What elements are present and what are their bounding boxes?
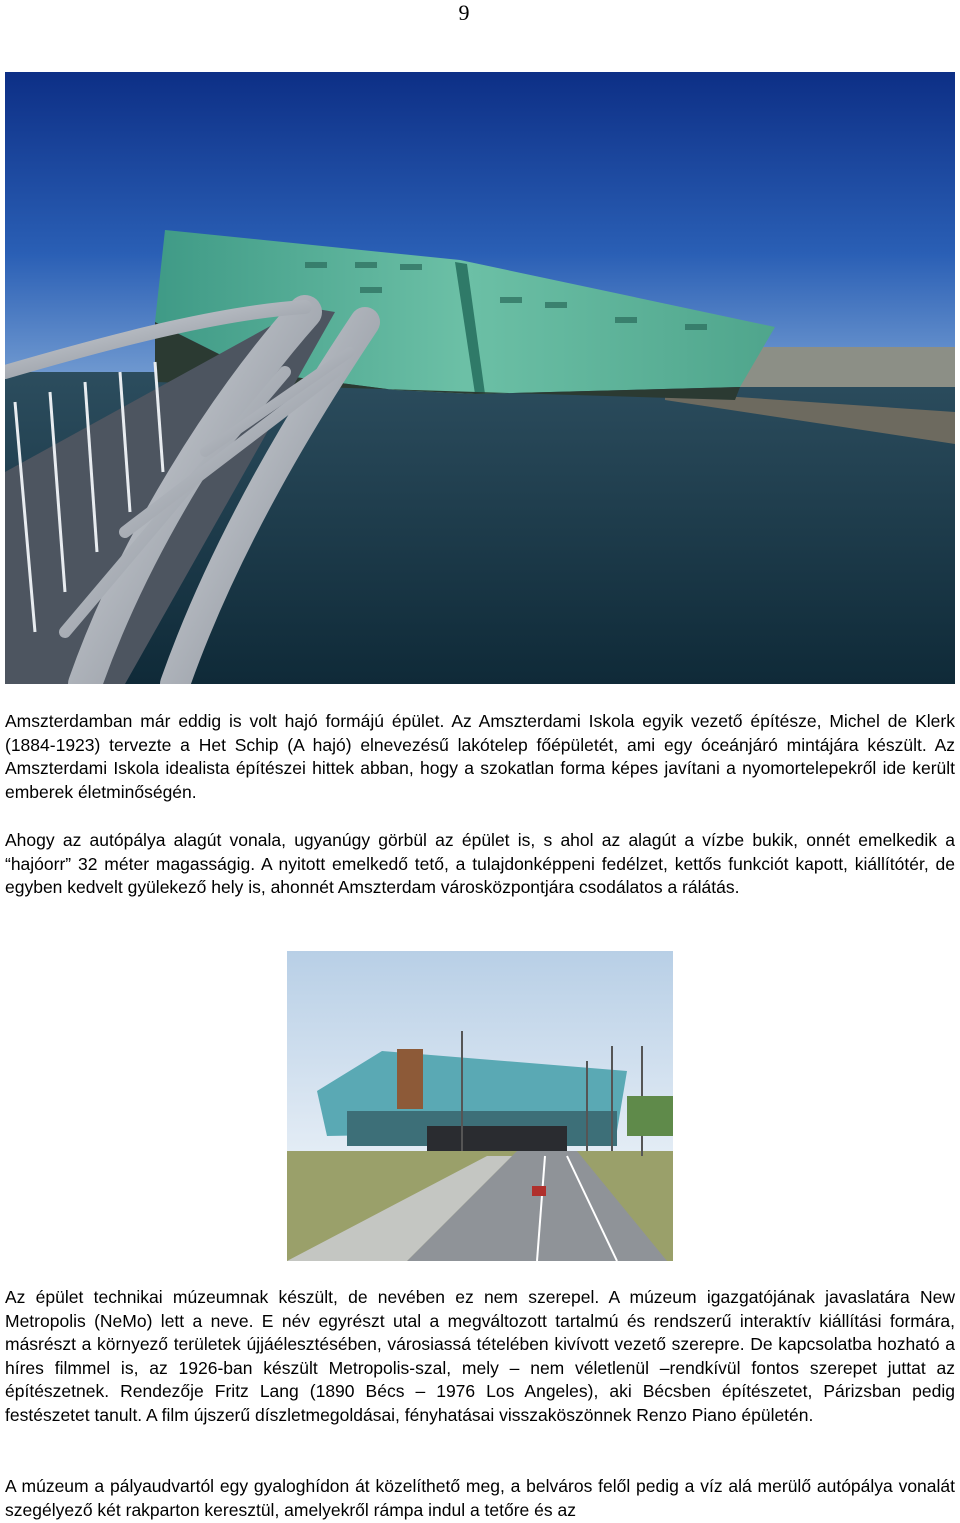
page-number: 9 [458,0,470,25]
photo-nemo-footbridge [5,72,955,684]
paragraph-het-schip: Amszterdamban már eddig is volt hajó formájú épület. Az Amszterdami Iskola egyik vezető építésze, Michel de Klerk (1884-1923) tervezte a Het Schip (A hajó) elnevezésű lakótelep főépületét, ami egy óceánjáró mintájára készült. Az Amszterdami Iskola idealista építészei hittek abban, hogy a szokatlan forma képes javítani a nyomortelepekről ide került emberek életminőségén. [5,711,955,802]
photo-nemo-motorway [287,951,673,1261]
paragraph-approach: A múzeum a pályaudvartól egy gyaloghídon át közelíthető meg, a belváros felől pedig a víz alá merülő autópálya vonalát szegélyező két rakparton keresztül, amelyekről rámpa indul a tetőre és az [5,1476,955,1520]
paragraph-tunnel-roof: Ahogy az autópálya alagút vonala, ugyanúgy görbül az épület is, s ahol az alagút a vízbe bukik, onnét emelkedik a “hajóorr” 32 méter magasságig. A nyitott emelkedő tető, a tulajdonképpeni fedélzet, kettős funkciót kapott, kiállítótér, de egyben kedvelt gyülekező hely is, ahonnét Amszterdam városközpontjára csodálatos a rálátás. [5,830,955,897]
paragraph-nemo-name: Az épület technikai múzeumnak készült, de nevében ez nem szerepel. A múzeum igazgatójának javaslatára New Metropolis (NeMo) lett a neve. E név egyrészt utal a megváltozott tartalmú és rendszerű interaktív kiállítási formára, másrészt a környező területek újjáélesztésében, városiassá tételében kivívott vezető szerepre. De kapcsolatba hozható a híres filmmel is, az 1926-ban készült Metropolis-szal, mely – nem véletlenül –rendkívül fontos szerepet juttat az építészetnek. Rendezője Fritz Lang (1890 Bécs – 1976 Los Angeles), aki Bécsben építészetet, Párizsban pedig festészetet tanult. A film újszerű díszletmegoldásai, fényhatásai visszaköszönnek Renzo Piano épületén. [5,1287,955,1425]
